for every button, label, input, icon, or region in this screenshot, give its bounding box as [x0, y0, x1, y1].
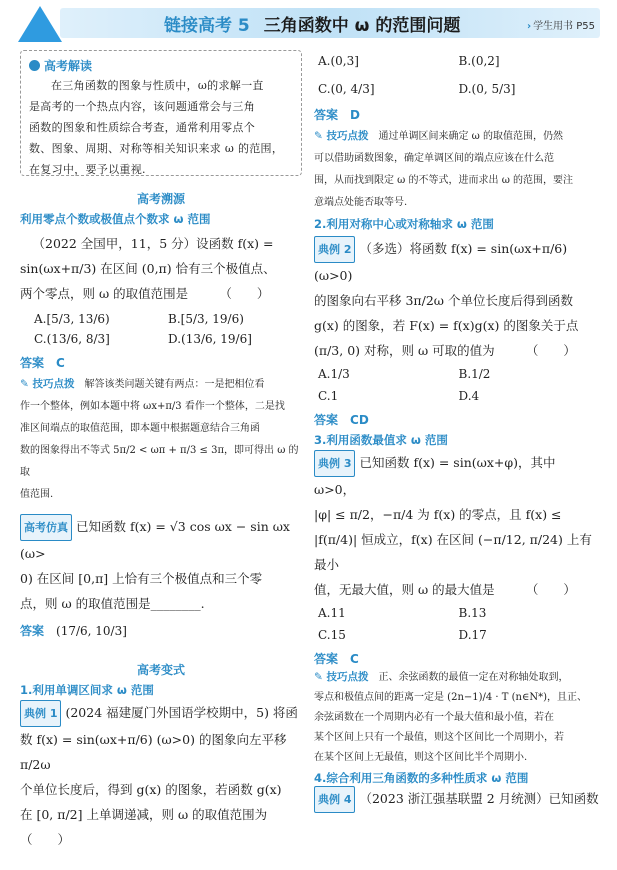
option-c: C.1 — [318, 389, 339, 403]
question-line: 个单位长度后，得到 g(x) 的图象，若函数 g(x) — [20, 782, 282, 797]
source-tip — [20, 373, 302, 506]
example-3-options — [318, 606, 599, 642]
option-b: B.1/2 — [458, 367, 491, 381]
option-b: B.13 — [458, 606, 487, 620]
tip-line: 围，从而找到限定 ω 的不等式，进而求出 ω 的范围，要注 — [314, 175, 574, 186]
tip-line: 余弦函数在一个周期内必有一个最大值和最小值，若在 — [314, 712, 554, 723]
tip-line: 数的图象得出不等式 5π/2 < ωπ + π/3 ≤ 3π，即可得出 ω 的取 — [20, 445, 299, 478]
option-d: D.4 — [458, 389, 480, 403]
example-2 — [314, 236, 599, 363]
tip-label: ✎ 技巧点拨 — [314, 671, 369, 683]
intro-line: 函数的图象和性质综合考查，通常利用零点个 — [29, 121, 255, 134]
option-d: D.(0, 5/3] — [458, 82, 516, 96]
section-variant: 高考变式 — [136, 663, 185, 677]
example-3-tip — [314, 667, 599, 768]
exam-interpretation-box — [20, 50, 302, 176]
tip-label: ✎ 技巧点拨 — [314, 130, 369, 142]
tip-label: ✎ 技巧点拨 — [20, 378, 75, 390]
tip-line: 作一个整体，例如本题中将 ωx+π/3 看作一个整体，二是找 — [20, 401, 285, 412]
example-3 — [314, 450, 599, 602]
question-line: (2024 福建厦门外国语学校期中，5) 将函 — [65, 705, 298, 720]
tip-line: 意端点处能否取等号. — [314, 197, 408, 208]
right-column — [314, 50, 599, 813]
tag-icon — [29, 60, 40, 71]
intro-line: 在三角函数的图象与性质中，ω的求解一直 — [51, 79, 264, 92]
tip-line: 正、余弦函数的最值一定在对称轴处取到， — [378, 672, 569, 683]
option-c: C.15 — [318, 628, 346, 642]
source-subtitle: 利用零点个数或极值点个数求 ω 范围 — [20, 212, 211, 226]
question-line: |f(π/4)| 恒成立，f(x) 在区间 (−π/12, π/24) 上有最小 — [314, 532, 592, 572]
question-line: （2023 浙江强基联盟 2 月统测）已知函数 — [359, 791, 599, 806]
question-line: 值，无最大值，则 ω 的最大值是 （ ） — [314, 582, 576, 597]
option-c: C.(0, 4/3] — [318, 82, 375, 96]
simulation-answer — [20, 622, 302, 639]
question-line: |φ| ≤ π/2，−π/4 为 f(x) 的零点，且 f(x) ≤ — [314, 507, 562, 522]
example-4-badge: 典例 4 — [314, 786, 355, 813]
question-line: 点，则 ω 的取值范围是________. — [20, 596, 205, 611]
answer-value: C — [350, 652, 359, 666]
source-answer — [20, 354, 302, 371]
question-line: 已知函数 f(x) = sin(ωx+φ)，其中 ω>0， — [314, 455, 556, 497]
section-source: 高考溯源 — [136, 192, 185, 206]
intro-line: 是高考的一个热点内容，该问题通常会与三角 — [29, 100, 255, 113]
answer-value: C — [56, 356, 65, 370]
intro-line: 数、图象、周期、对称等相关知识来求 ω 的范围， — [29, 142, 284, 155]
example-1 — [20, 700, 302, 852]
option-a: A.1/3 — [318, 367, 350, 381]
page-title — [164, 11, 460, 36]
tip-line: 通过单调区间来确定 ω 的取值范围，仍然 — [378, 131, 563, 142]
example-2-answer — [314, 411, 599, 428]
example-1-tip — [314, 125, 599, 214]
left-column — [20, 50, 302, 852]
example-3-answer — [314, 650, 599, 667]
variant-subtitle-1: 1.利用单调区间求 ω 范围 — [20, 683, 154, 697]
exam-interpretation-label: 高考解读 — [44, 59, 93, 73]
chapter-number: 链接高考 5 — [164, 16, 250, 36]
answer-value: (17/6, 10/3] — [56, 624, 127, 638]
answer-value: D — [350, 108, 360, 122]
example-2-options — [318, 367, 599, 403]
example-3-badge: 典例 3 — [314, 450, 355, 477]
answer-label: 答案 — [314, 108, 339, 122]
intro-line: 在复习中，要予以重视. — [29, 163, 146, 176]
option-d: D.(13/6, 19/6] — [168, 332, 252, 346]
question-line: 的图象向右平移 3π/2ω 个单位长度后得到函数 — [314, 293, 573, 308]
question-line: （2022 全国甲，11，5 分）设函数 f(x) = — [32, 236, 274, 251]
example-1-answer — [314, 106, 599, 123]
tip-line: 在某个区间上无最值，则这个区间比半个周期小. — [314, 752, 528, 763]
answer-label: 答案 — [20, 356, 45, 370]
question-line: 在 [0, π/2] 上单调递减，则 ω 的取值范围为（ ） — [20, 807, 268, 847]
triangle-icon — [18, 6, 62, 42]
tip-line: 解答该类问题关键有两点：一是把相位看 — [84, 379, 265, 390]
question-line: 已知函数 f(x) = √3 cos ωx − sin ωx (ω> — [20, 519, 290, 561]
option-b: B.(0,2] — [458, 54, 500, 68]
source-options — [34, 312, 302, 346]
option-a: A.11 — [318, 606, 346, 620]
question-line: 数 f(x) = sin(ωx+π/6) (ω>0) 的图象向左平移 π/2ω — [20, 732, 287, 772]
tip-line: 准区间端点的取值范围，即本题中根据题意结合三角函 — [20, 423, 260, 434]
variant-subtitle-4: 4.综合利用三角函数的多种性质求 ω 范围 — [314, 771, 529, 785]
question-line: sin(ωx+π/3) 在区间 (0,π) 恰有三个极值点、 — [20, 261, 276, 276]
tip-line: 可以借助函数图象，确定单调区间的端点应该在什么范 — [314, 153, 554, 164]
book-reference-text: 学生用书 P55 — [533, 21, 595, 32]
answer-label: 答案 — [20, 624, 45, 638]
option-a: A.[5/3, 13/6) — [34, 312, 110, 326]
answer-label: 答案 — [314, 652, 339, 666]
chapter-title: 三角函数中 ω 的范围问题 — [263, 16, 461, 36]
option-d: D.17 — [458, 628, 487, 642]
example-1-options — [318, 54, 599, 96]
exam-interpretation-tag — [29, 57, 92, 74]
option-b: B.[5/3, 19/6) — [168, 312, 244, 326]
question-line: （多选）将函数 f(x) = sin(ωx+π/6) (ω>0) — [314, 241, 568, 283]
tip-line: 值范围. — [20, 489, 54, 500]
tip-line: 零点和极值点间的距离一定是 (2n−1)/4 · T (n∈N*)，且正、 — [314, 692, 588, 703]
simulation-question — [20, 514, 302, 616]
variant-subtitle-2: 2.利用对称中心或对称轴求 ω 范围 — [314, 217, 494, 231]
source-question — [20, 231, 302, 306]
arrow-icon: › — [526, 21, 532, 32]
example-4 — [314, 786, 599, 813]
variant-subtitle-3: 3.利用函数最值求 ω 范围 — [314, 433, 448, 447]
answer-value: CD — [350, 413, 369, 427]
question-line: 0) 在区间 [0,π] 上恰有三个极值点和三个零 — [20, 571, 263, 586]
tip-line: 某个区间上只有一个最值，则这个区间比一个周期小，若 — [314, 732, 564, 743]
page-header — [0, 0, 617, 46]
question-line: g(x) 的图象，若 F(x) = f(x)g(x) 的图象关于点 — [314, 318, 579, 333]
book-reference — [527, 17, 595, 32]
option-a: A.(0,3] — [318, 54, 359, 68]
question-line: 两个零点，则 ω 的取值范围是 （ ） — [20, 286, 270, 301]
answer-label: 答案 — [314, 413, 339, 427]
option-c: C.(13/6, 8/3] — [34, 332, 110, 346]
question-line: (π/3, 0) 对称，则 ω 可取的值为 （ ） — [314, 343, 576, 358]
example-1-badge: 典例 1 — [20, 700, 61, 727]
example-2-badge: 典例 2 — [314, 236, 355, 263]
simulation-badge: 高考仿真 — [20, 514, 72, 541]
